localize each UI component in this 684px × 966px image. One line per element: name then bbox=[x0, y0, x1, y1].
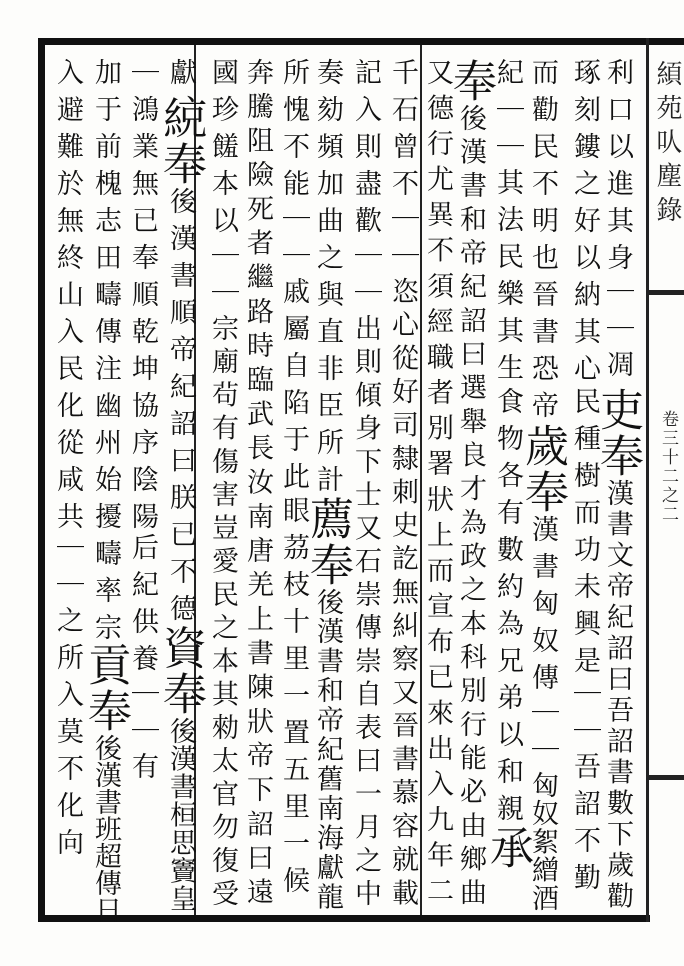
column-text: 後漢書班超傳日 bbox=[90, 734, 121, 923]
column-text: 所愧不能 bbox=[278, 58, 309, 206]
column-text: 吾詔不勤 bbox=[569, 751, 600, 900]
column-text: 記入則盡歡 bbox=[350, 58, 381, 243]
column-text: 又德行尤異不須經職者別署狀上而宣布已來出入九年二 bbox=[422, 58, 453, 912]
column-text: 奏劾頻加曲之與直非臣所計 bbox=[312, 58, 343, 502]
column-text: 加于前槐志田疇傳注幽州始擾疇率宗 bbox=[90, 58, 121, 650]
column-text: ｜｜ bbox=[127, 678, 158, 753]
column-text: 琢刻鏤之好以納其心 bbox=[569, 58, 600, 391]
column-text: 鴻業無已奉順乾坤協序陰陽 bbox=[127, 94, 158, 539]
fore-edge-volume: 卷三十二之二 bbox=[658, 410, 678, 524]
column-text: 宗廟茍有傷害豈愛民之本其勑太官勿復受 bbox=[207, 313, 238, 912]
heading-glyph: 承 bbox=[482, 824, 533, 871]
heading-glyph: 綂 bbox=[155, 94, 206, 141]
column-text: 漢書匈奴傳 bbox=[527, 515, 558, 700]
heading-glyph: 奉 bbox=[592, 432, 643, 479]
heading-glyph: 貢 bbox=[80, 642, 131, 688]
heading-glyph: 奉 bbox=[517, 469, 568, 515]
column-text: 有 bbox=[127, 751, 158, 789]
column-text: 利口以進其身 bbox=[602, 58, 633, 280]
column-text: 入避難於無終山入民化從咸共 bbox=[52, 58, 83, 539]
heading-glyph: 奉 bbox=[80, 688, 131, 734]
column-text: ｜｜ bbox=[52, 532, 83, 607]
column-text: 民種樹而功未興是 bbox=[569, 386, 600, 683]
column-text: ｜｜ bbox=[387, 204, 418, 278]
column-text: ｜｜ bbox=[207, 240, 238, 315]
column-text: 紀 bbox=[492, 58, 523, 95]
heading-glyph: 歲 bbox=[517, 423, 568, 469]
column-text: 後漢書桓思竇皇 bbox=[165, 716, 196, 912]
column-text: 漢書文帝紀詔曰吾詔書數下歲勸 bbox=[602, 478, 633, 912]
column-text: 後漢書順帝紀詔曰朕已不德 bbox=[165, 186, 196, 631]
frame-top-border bbox=[38, 38, 684, 45]
heading-glyph: 吏 bbox=[592, 386, 643, 433]
heading-glyph: 奉 bbox=[445, 58, 496, 104]
column-text: 國珍饈本以 bbox=[207, 58, 238, 243]
fore-edge-fishtail-mark bbox=[649, 290, 684, 295]
column-text: 其法民樂其生 bbox=[492, 167, 523, 390]
fore-edge-title: 䋶苑㕥塵錄 bbox=[652, 60, 682, 230]
column-text: 後漢書和帝紀詔曰選舉良才為政之本科別行能必由鄉曲 bbox=[455, 104, 486, 912]
column-text: 奔騰阻險死者繼路時臨武長汝南唐羌上書陳狀帝下詔曰遠 bbox=[242, 58, 273, 912]
column-text: ｜｜ bbox=[602, 277, 633, 351]
column-text: 恣心從好司隸刺史訖無糾察又晉書慕容就載 bbox=[387, 277, 418, 912]
column-text: 千石曾不 bbox=[387, 58, 418, 206]
column-text: 食物各有數約為兄弟以和親 bbox=[492, 386, 523, 831]
heading-glyph: 奉 bbox=[155, 670, 206, 717]
column-text: 戚屬自陷于此 bbox=[278, 277, 309, 499]
column-text: 眼茘枝十里一置五里一候 bbox=[278, 496, 309, 903]
column-text: 後漢書和帝紀舊南海獻龍 bbox=[312, 588, 343, 912]
frame-left-border bbox=[38, 38, 45, 922]
column-text: 之所入莫不化向 bbox=[52, 605, 83, 865]
column-text: ｜｜ bbox=[492, 94, 523, 169]
heading-glyph: 薦 bbox=[302, 496, 353, 542]
column-text: 出則傾身下士又石崇傳崇自表曰一月之中 bbox=[350, 313, 381, 912]
column-text: 獻 bbox=[165, 58, 196, 95]
column-text: ｜｜ bbox=[569, 678, 600, 753]
column-text: ｜｜ bbox=[350, 240, 381, 315]
fore-edge-bottom-mark bbox=[649, 775, 684, 780]
column-text: 凋 bbox=[602, 350, 633, 387]
column-text: ｜｜ bbox=[527, 697, 558, 772]
column-text: 而勸民不明也晉書恐帝 bbox=[527, 58, 558, 428]
heading-glyph: 資 bbox=[155, 624, 206, 671]
heading-glyph: 奉 bbox=[155, 140, 206, 187]
column-text: 后紀供養 bbox=[127, 532, 158, 681]
column-text: 匈奴絮繒酒 bbox=[527, 770, 558, 912]
heading-glyph: 奉 bbox=[302, 542, 353, 588]
frame-bottom-border bbox=[38, 915, 650, 922]
column-text: ｜｜ bbox=[278, 204, 309, 278]
column-text: ｜ bbox=[127, 58, 158, 95]
